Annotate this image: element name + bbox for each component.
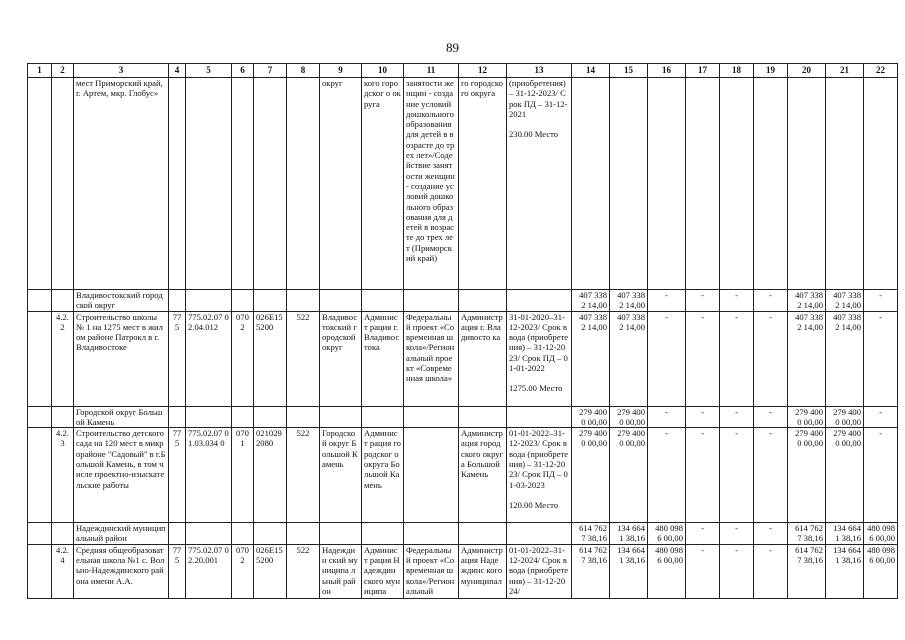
object-name-cell: мест Приморский край, г. Артем, мкр. Глобус»	[74, 78, 169, 290]
cell-c8	[287, 523, 320, 545]
cell-c8	[287, 406, 320, 428]
column-number-cell: 22	[864, 64, 898, 78]
item-number-cell: 4.2.4	[52, 544, 74, 598]
cell-c10: кого городског о округа	[362, 78, 404, 290]
cell-c9: Надеждин ский муниципа льный район	[320, 544, 362, 598]
column-number-cell: 9	[320, 64, 362, 78]
amount-c19: -	[754, 290, 788, 312]
cell-c8	[287, 290, 320, 312]
spacer	[509, 119, 569, 129]
row-index-cell	[28, 406, 52, 428]
item-number-cell: 4.2.3	[52, 428, 74, 523]
row-index-cell	[28, 544, 52, 598]
cell-c11: занятости женщин - создание условий дошкольного образования для детей в возрасте до трех лет»/Содействие занятости женщин - создание условий дошкольного образования для детей в возрасте до трех лет (Приморский край)	[404, 78, 459, 290]
capacity-text: 1275.00 Место	[509, 383, 563, 394]
cell-c7: 021029 2080	[254, 428, 287, 523]
cell-c6: 0702	[232, 544, 254, 598]
column-number-cell: 11	[404, 64, 459, 78]
column-number-cell: 10	[362, 64, 404, 78]
row-index-cell	[28, 523, 52, 545]
period-capacity-cell	[507, 523, 572, 545]
amount-c22	[864, 78, 898, 290]
amount-c19: -	[754, 544, 788, 598]
amount-c19: -	[754, 311, 788, 406]
cell-c6	[232, 78, 254, 290]
amount-c15	[610, 78, 648, 290]
amount-c22: -	[864, 290, 898, 312]
cell-c5	[186, 290, 232, 312]
amount-c20: 614 762 7 38,16	[788, 523, 826, 545]
cell-c7	[254, 290, 287, 312]
cell-c7	[254, 406, 287, 428]
period-capacity-cell	[507, 428, 572, 523]
period-capacity-cell	[507, 78, 572, 290]
amount-c17: -	[686, 544, 720, 598]
capacity-text: 120.00 Место	[509, 499, 559, 510]
district-total-row	[28, 290, 898, 312]
column-number-cell: 1	[28, 64, 52, 78]
amount-c20: 407 338 2 14,00	[788, 290, 826, 312]
item-number-cell	[52, 406, 74, 428]
object-name-cell: Строительство школы № 1 на 1275 мест в жилом районе Патрокл в г. Владивостоке	[74, 311, 169, 406]
cell-c10	[362, 406, 404, 428]
column-number-cell: 4	[169, 64, 186, 78]
period-capacity-cell	[507, 290, 572, 312]
amount-c17	[686, 78, 720, 290]
amount-c16: -	[648, 311, 686, 406]
cell-c12: Администр ация городского округа Большой Камень	[459, 428, 507, 523]
cell-c11	[404, 290, 459, 312]
cell-c10	[362, 523, 404, 545]
cell-c5	[186, 406, 232, 428]
cell-c6: 0701	[232, 428, 254, 523]
cell-c11	[404, 428, 459, 523]
object-name-cell: Владивостокский городской округ	[74, 290, 169, 312]
amount-c17: -	[686, 311, 720, 406]
cell-c12: Администр ация Надеждинс кого муниципал	[459, 544, 507, 598]
row-index-cell	[28, 290, 52, 312]
amount-c22: 480 098 6 00,00	[864, 544, 898, 598]
period-text: 31-01-2020–31-12-2023/ Срок ввода (приобретения) – 31-12-2023/ Срок ПД – 01-01-2022	[509, 311, 569, 374]
cell-c7: 026E15 5200	[254, 311, 287, 406]
cell-c4	[169, 523, 186, 545]
item-number-cell: 4.2.2	[52, 311, 74, 406]
cell-c4: 775	[169, 311, 186, 406]
amount-c19: -	[754, 428, 788, 523]
cell-c12: го городского округа	[459, 78, 507, 290]
object-name-cell: Надеждинский муниципальный район	[74, 523, 169, 545]
cell-c12: Администр ация г. Владивосто ка	[459, 311, 507, 406]
amount-c19	[754, 78, 788, 290]
page-number: 89	[446, 40, 459, 55]
column-number-cell: 12	[459, 64, 507, 78]
amount-c22: 480 098 6 00,00	[864, 523, 898, 545]
cell-c8: 522	[287, 544, 320, 598]
cell-c7	[254, 78, 287, 290]
cell-c10: Админист рация городског о округа Большой Камень	[362, 428, 404, 523]
column-number-cell: 15	[610, 64, 648, 78]
cell-c8	[287, 78, 320, 290]
cell-c4	[169, 78, 186, 290]
column-number-cell: 13	[507, 64, 572, 78]
item-number-cell	[52, 290, 74, 312]
row-index-cell	[28, 311, 52, 406]
amount-c18: -	[720, 523, 754, 545]
cell-c10: Админист рация Надеждин ского муниципа	[362, 544, 404, 598]
column-number-cell: 2	[52, 64, 74, 78]
amount-c16: -	[648, 428, 686, 523]
column-number-cell: 5	[186, 64, 232, 78]
amount-c14	[572, 78, 610, 290]
amount-c17: -	[686, 523, 720, 545]
column-number-cell: 3	[74, 64, 169, 78]
amount-c14: 279 400 0 00,00	[572, 406, 610, 428]
object-name-cell: Строительство детского сада на 120 мест в микрорайоне "Садовый" в г.Большой Камень, в том числе проектно-изыскательские работы	[74, 428, 169, 523]
cell-c9: Городско й округ Большой Камень	[320, 428, 362, 523]
cell-c6	[232, 290, 254, 312]
period-text: 01-01-2022–31-12-2024/ Срок ввода (приобретения) – 31-12-2024/	[509, 544, 569, 596]
column-number-cell: 16	[648, 64, 686, 78]
cell-c4: 775	[169, 428, 186, 523]
column-number-cell: 6	[232, 64, 254, 78]
column-number-cell: 14	[572, 64, 610, 78]
cell-c8: 522	[287, 428, 320, 523]
period-capacity-cell	[507, 406, 572, 428]
cell-c12	[459, 290, 507, 312]
column-number-cell: 18	[720, 64, 754, 78]
period-capacity-cell	[507, 544, 572, 598]
column-number-cell: 8	[287, 64, 320, 78]
amount-c21: 279 400 0 00,00	[826, 406, 864, 428]
amount-c22: -	[864, 311, 898, 406]
cell-c6	[232, 523, 254, 545]
cell-c4	[169, 290, 186, 312]
amount-c15: 134 664 1 38,16	[610, 523, 648, 545]
amount-c20: 279 400 0 00,00	[788, 406, 826, 428]
amount-c19: -	[754, 523, 788, 545]
amount-c16: 480 098 6 00,00	[648, 544, 686, 598]
cell-c6	[232, 406, 254, 428]
amount-c20: 614 762 7 38,16	[788, 544, 826, 598]
table-row	[28, 428, 898, 523]
row-index-cell	[28, 78, 52, 290]
amount-c18: -	[720, 311, 754, 406]
cell-c7	[254, 523, 287, 545]
district-total-row	[28, 523, 898, 545]
amount-c22: -	[864, 406, 898, 428]
amount-c22: -	[864, 428, 898, 523]
column-number-cell: 20	[788, 64, 826, 78]
amount-c14: 614 762 7 38,16	[572, 544, 610, 598]
cell-c10	[362, 290, 404, 312]
cell-c9	[320, 290, 362, 312]
amount-c14: 407 338 2 14,00	[572, 311, 610, 406]
cell-c12	[459, 523, 507, 545]
table-row	[28, 544, 898, 598]
column-number-cell: 21	[826, 64, 864, 78]
period-text: (приобретения) – 31-12-2023/ Срок ПД – 31-12-2021	[509, 78, 568, 119]
amount-c15: 279 400 0 00,00	[610, 428, 648, 523]
cell-c8: 522	[287, 311, 320, 406]
investment-objects-table	[27, 63, 898, 599]
district-total-row	[28, 406, 898, 428]
amount-c16: 480 098 6 00,00	[648, 523, 686, 545]
amount-c21: 134 664 1 38,16	[826, 544, 864, 598]
amount-c21	[826, 78, 864, 290]
cell-c11	[404, 523, 459, 545]
table-row	[28, 311, 898, 406]
amount-c21: 407 338 2 14,00	[826, 290, 864, 312]
object-name-cell: Средняя общеобразовательная школа №1 с. Вольно-Надеждинского района имени А.А.	[74, 544, 169, 598]
cell-c4: 775	[169, 544, 186, 598]
table-row	[28, 78, 898, 290]
amount-c15: 279 400 0 00,00	[610, 406, 648, 428]
period-text: 01-01-2022–31-12-2023/ Срок ввода (приобретения) – 31-12-2023/ Срок ПД – 01-03-2023	[509, 428, 569, 490]
column-number-cell: 19	[754, 64, 788, 78]
amount-c15: 407 338 2 14,00	[610, 290, 648, 312]
object-name-cell: Городской округ Большой Камень	[74, 406, 169, 428]
amount-c21: 134 664 1 38,16	[826, 523, 864, 545]
cell-c9	[320, 406, 362, 428]
cell-c5: 775.02.07 02.04.012	[186, 311, 232, 406]
amount-c17: -	[686, 406, 720, 428]
column-number-cell: 17	[686, 64, 720, 78]
amount-c20: 407 338 2 14,00	[788, 311, 826, 406]
amount-c17: -	[686, 290, 720, 312]
amount-c20	[788, 78, 826, 290]
cell-c5: 775.02.07 02.20.001	[186, 544, 232, 598]
capacity-text: 230.00 Место	[509, 129, 559, 140]
amount-c14: 407 338 2 14,00	[572, 290, 610, 312]
amount-c16: -	[648, 290, 686, 312]
spacer	[509, 373, 569, 383]
period-capacity-cell	[507, 311, 572, 406]
amount-c18	[720, 78, 754, 290]
amount-c18: -	[720, 290, 754, 312]
cell-c10: Админист рация г. Владивос тока	[362, 311, 404, 406]
cell-c9	[320, 523, 362, 545]
cell-c6: 0702	[232, 311, 254, 406]
amount-c15: 407 338 2 14,00	[610, 311, 648, 406]
amount-c21: 279 400 0 00,00	[826, 428, 864, 523]
amount-c17: -	[686, 428, 720, 523]
item-number-cell	[52, 78, 74, 290]
amount-c21: 407 338 2 14,00	[826, 311, 864, 406]
cell-c9: округ	[320, 78, 362, 290]
amount-c18: -	[720, 428, 754, 523]
row-index-cell	[28, 428, 52, 523]
amount-c16: -	[648, 406, 686, 428]
cell-c7: 026E15 5200	[254, 544, 287, 598]
cell-c11: Федеральный проект «Современная школа»/Региональный проект «Современная школа»	[404, 311, 459, 406]
amount-c18: -	[720, 406, 754, 428]
amount-c16	[648, 78, 686, 290]
amount-c14: 279 400 0 00,00	[572, 428, 610, 523]
cell-c5	[186, 78, 232, 290]
column-number-cell: 7	[254, 64, 287, 78]
amount-c20: 279 400 0 00,00	[788, 428, 826, 523]
column-number-row	[28, 64, 898, 78]
amount-c19: -	[754, 406, 788, 428]
spacer	[509, 490, 569, 500]
amount-c14: 614 762 7 38,16	[572, 523, 610, 545]
cell-c12	[459, 406, 507, 428]
cell-c11: Федеральный проект «Современная школа»/Региональный	[404, 544, 459, 598]
amount-c18: -	[720, 544, 754, 598]
cell-c4	[169, 406, 186, 428]
cell-c5	[186, 523, 232, 545]
cell-c11	[404, 406, 459, 428]
amount-c15: 134 664 1 38,16	[610, 544, 648, 598]
cell-c9: Владивос токский городской округ	[320, 311, 362, 406]
cell-c5: 775.02.07 01.03.034 0	[186, 428, 232, 523]
item-number-cell	[52, 523, 74, 545]
